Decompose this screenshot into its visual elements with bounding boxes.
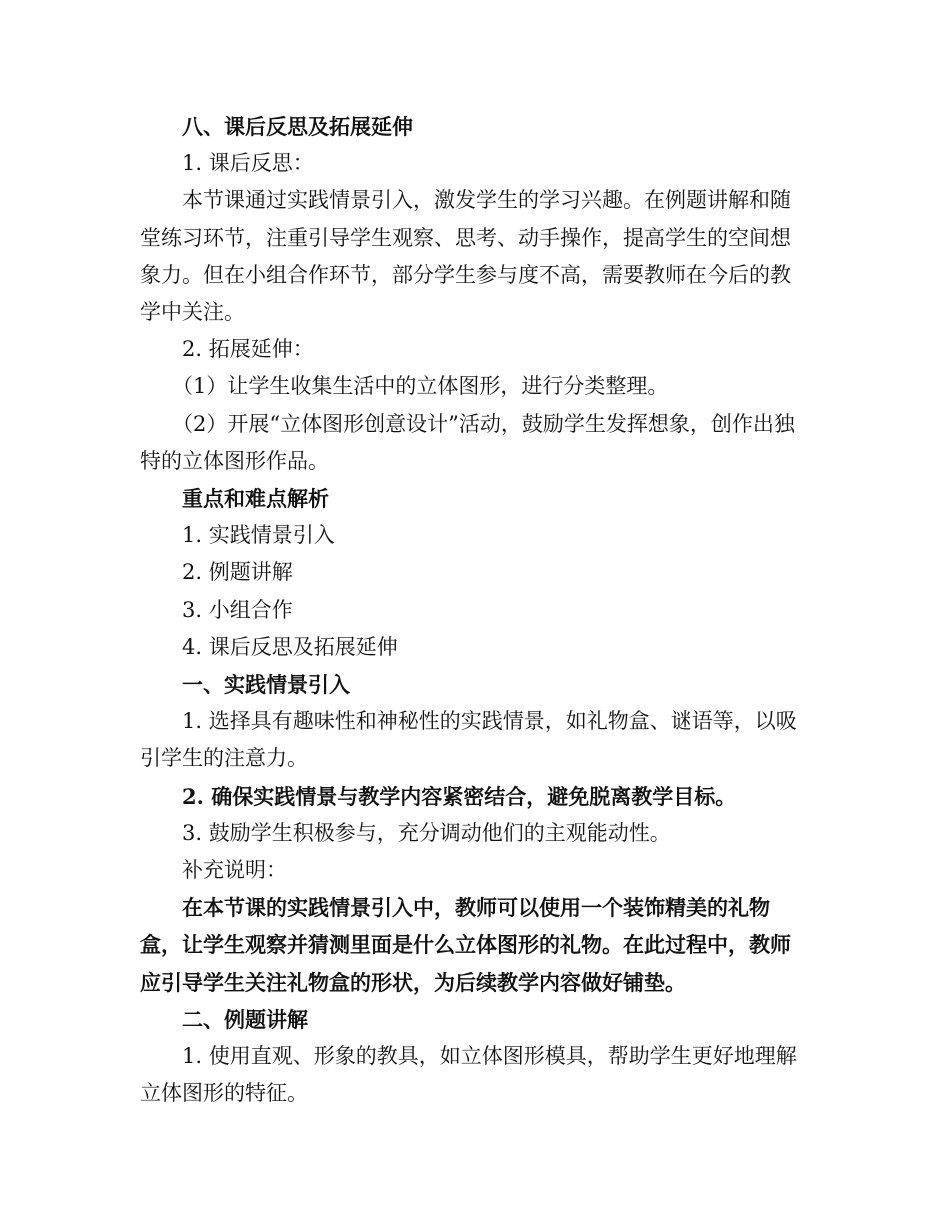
list-item: 1. 使用直观、形象的教具，如立体图形模具，帮助学生更好地理解立体图形的特征。 [140, 1044, 797, 1106]
list-item: 3. 鼓励学生积极参与，充分调动他们的主观能动性。 [182, 820, 671, 845]
list-item: 3. 小组合作 [182, 597, 293, 622]
list-item: 2. 拓展延伸： [182, 337, 314, 362]
paragraph: 本节课通过实践情景引入，激发学生的学习兴趣。在例题讲解和随堂练习环节，注重引导学生观察、思考、动手操作，提高学生的空间想象力。但在小组合作环节，部分学生参与度不高，需要教师在今后的教学中关注。 [140, 188, 791, 325]
section-heading: 八、课后反思及拓展延伸 [182, 114, 413, 139]
list-item: 1. 实践情景引入 [182, 523, 335, 548]
list-item: 1. 课后反思： [182, 151, 314, 176]
list-item: （2）开展“立体图形创意设计”活动，鼓励学生发挥想象，创作出独特的立体图形作品。 [140, 411, 795, 473]
list-item-emphasis: 2. 确保实践情景与教学内容紧密结合，避免脱离教学目标。 [182, 783, 737, 809]
list-item: 4. 课后反思及拓展延伸 [182, 634, 398, 659]
section-heading: 重点和难点解析 [182, 486, 329, 512]
section-heading: 一、实践情景引入 [182, 672, 350, 698]
list-item: 1. 选择具有趣味性和神秘性的实践情景，如礼物盒、谜语等，以吸引学生的注意力。 [140, 709, 797, 771]
list-item: （1）让学生收集生活中的立体图形，进行分类整理。 [172, 374, 669, 399]
document-page [140, 108, 804, 1112]
section-heading: 二、例题讲解 [182, 1006, 308, 1032]
list-item: 2. 例题讲解 [182, 560, 293, 585]
supplement-paragraph: 在本节课的实践情景引入中，教师可以使用一个装饰精美的礼物盒，让学生观察并猜测里面是什么立体图形的礼物。在此过程中，教师应引导学生关注礼物盒的形状，为后续教学内容做好铺垫。 [140, 895, 791, 995]
supplement-label: 补充说明： [182, 858, 287, 883]
